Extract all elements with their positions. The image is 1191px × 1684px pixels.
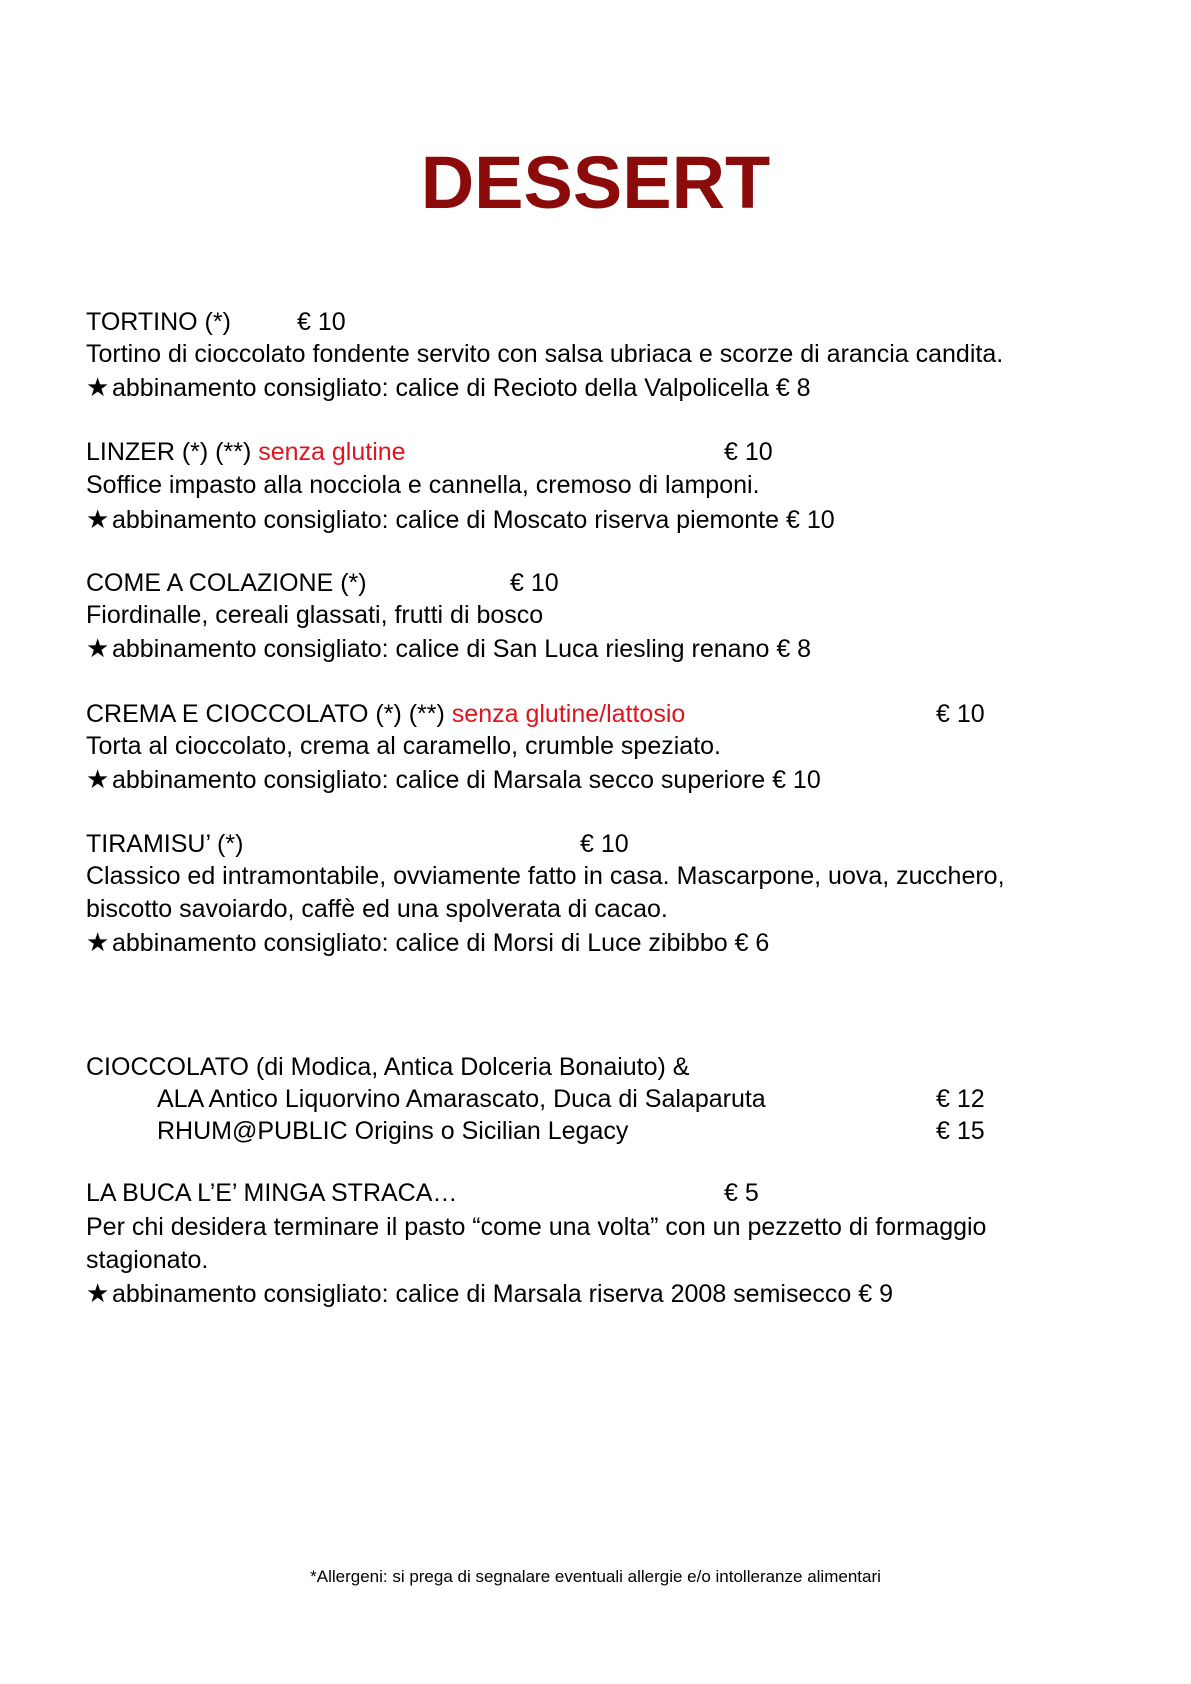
pairing-label: abbinamento consigliato: (112, 929, 389, 957)
cioccolato-option-price: € 12 (936, 1085, 985, 1113)
item-price: € 10 (580, 830, 629, 858)
allergen-footnote: *Allergeni: si prega di segnalare eventuali allergie e/o intolleranze alimentari (310, 1567, 881, 1586)
pairing-line (86, 927, 769, 958)
star-icon: ★ (86, 1278, 110, 1308)
pairing-line (86, 372, 811, 403)
pairing-label: abbinamento consigliato: (112, 374, 389, 402)
pairing-label: abbinamento consigliato: (112, 506, 389, 534)
dietary-tag: senza glutine (258, 438, 406, 466)
item-description: Tortino di cioccolato fondente servito con salsa ubriaca e scorze di arancia candita. (86, 340, 1004, 368)
pairing-label: abbinamento consigliato: (112, 635, 389, 663)
pairing-label: abbinamento consigliato: (112, 766, 389, 794)
pairing-label: abbinamento consigliato: (112, 1280, 389, 1308)
cioccolato-option: RHUM@PUBLIC Origins o Sicilian Legacy (157, 1117, 629, 1145)
star-icon: ★ (86, 633, 110, 663)
pairing-line (86, 504, 835, 535)
item-name: LINZER (*) (**) (86, 438, 252, 466)
item-price: € 10 (724, 438, 773, 466)
star-icon: ★ (86, 764, 110, 794)
pairing-text: calice di San Luca riesling renano € 8 (395, 635, 812, 663)
cioccolato-heading: CIOCCOLATO (di Modica, Antica Dolceria Bonaiuto) & (86, 1053, 690, 1081)
item-price: € 10 (510, 569, 559, 597)
pairing-text: calice di Marsala secco superiore € 10 (395, 766, 821, 794)
item-name: COME A COLAZIONE (*) (86, 569, 367, 597)
item-name-line (86, 437, 406, 467)
pairing-line (86, 1278, 893, 1309)
page-title: DESSERT (420, 141, 771, 224)
item-description: stagionato. (86, 1246, 209, 1274)
item-description: Soffice impasto alla nocciola e cannella, cremoso di lamponi. (86, 471, 760, 499)
pairing-text: calice di Recioto della Valpolicella € 8 (395, 374, 811, 402)
cioccolato-option: ALA Antico Liquorvino Amarascato, Duca di Salaparuta (157, 1085, 766, 1113)
pairing-line (86, 633, 811, 664)
item-name: LA BUCA L’E’ MINGA STRACA… (86, 1179, 458, 1207)
star-icon: ★ (86, 372, 110, 402)
item-name: TORTINO (*) (86, 308, 231, 336)
item-description: Torta al cioccolato, crema al caramello, crumble speziato. (86, 732, 721, 760)
item-price: € 10 (936, 700, 985, 728)
item-name-line (86, 699, 685, 729)
pairing-text: calice di Moscato riserva piemonte € 10 (395, 506, 835, 534)
pairing-line (86, 764, 821, 795)
item-description: biscotto savoiardo, caffè ed una spolverata di cacao. (86, 895, 668, 923)
item-name: TIRAMISU’ (*) (86, 830, 244, 858)
item-description: Per chi desidera terminare il pasto “come una volta” con un pezzetto di formaggio (86, 1213, 987, 1241)
cioccolato-option-price: € 15 (936, 1117, 985, 1145)
item-name: CREMA E CIOCCOLATO (*) (**) (86, 700, 445, 728)
item-description: Fiordinalle, cereali glassati, frutti di bosco (86, 601, 544, 629)
dietary-tag: senza glutine/lattosio (451, 700, 686, 728)
pairing-text: calice di Marsala riserva 2008 semisecco € 9 (395, 1280, 893, 1308)
pairing-text: calice di Morsi di Luce zibibbo € 6 (395, 929, 770, 957)
star-icon: ★ (86, 927, 110, 957)
item-price: € 10 (297, 308, 346, 336)
star-icon: ★ (86, 504, 110, 534)
item-price: € 5 (724, 1179, 759, 1207)
item-description: Classico ed intramontabile, ovviamente fatto in casa. Mascarpone, uova, zucchero, (86, 862, 1005, 890)
